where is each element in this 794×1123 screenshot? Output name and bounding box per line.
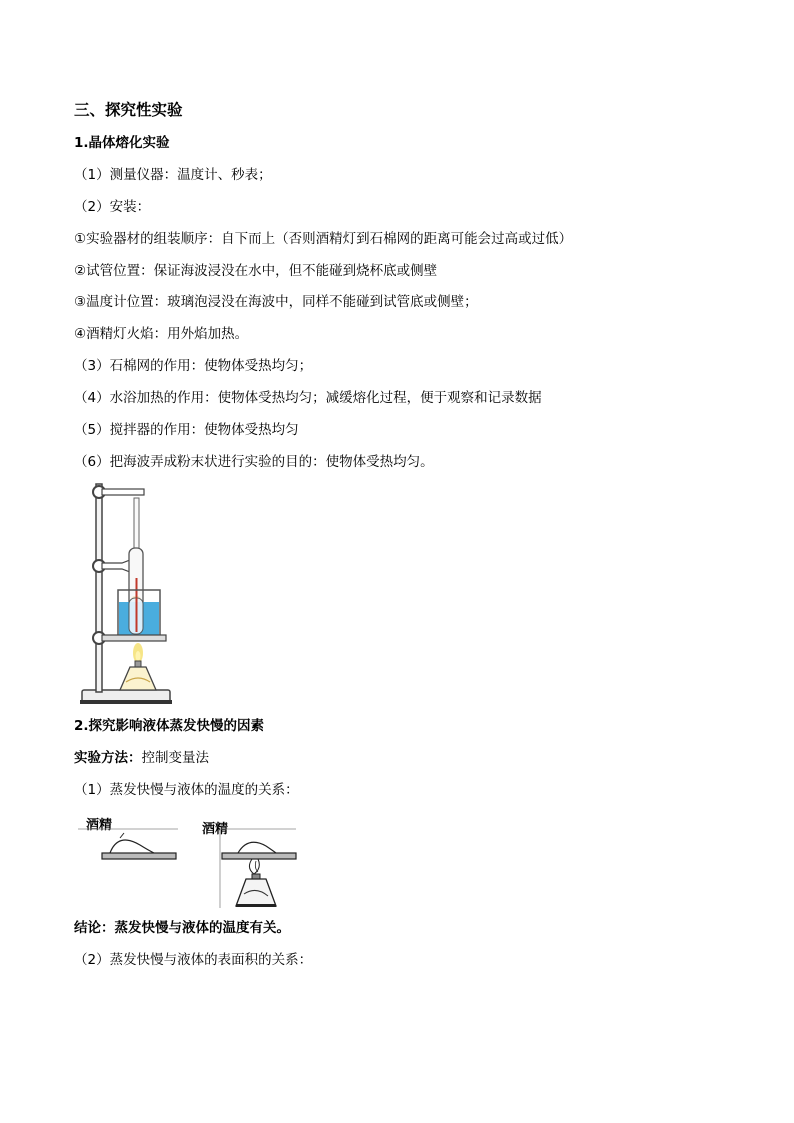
- exp2-conclusion: 结论：蒸发快慢与液体的温度有关。: [74, 920, 290, 936]
- exp2-method: [74, 749, 209, 767]
- exp1-line-6: ④酒精灯火焰：用外焰加热。: [74, 326, 249, 342]
- exp1-line-1: （1）测量仪器：温度计、秒表；: [74, 167, 272, 183]
- plate: [102, 853, 176, 859]
- exp2-item-2: （2）蒸发快慢与液体的表面积的关系：: [74, 952, 313, 968]
- asbestos-gauze: [102, 635, 166, 641]
- exp1-line-8: （4）水浴加热的作用：使物体受热均匀；减缓熔化过程，便于观察和记录数据: [74, 390, 542, 406]
- exp1-line-10: （6）把海波弄成粉末状进行实验的目的：使物体受热均匀。: [74, 454, 434, 470]
- exp1-line-9: （5）搅拌器的作用：使物体受热均匀: [74, 422, 299, 438]
- melting-apparatus-figure: [80, 478, 172, 706]
- evaporation-figure-heated: [196, 828, 300, 910]
- method-value: 控制变量法: [141, 750, 209, 766]
- exp1-line-2: （2）安装：: [74, 199, 151, 215]
- stand-rod: [96, 484, 102, 692]
- exp1-line-4: ②试管位置：保证海波浸没在水中，但不能碰到烧杯底或侧壁: [74, 263, 438, 279]
- exp2-item-1: （1）蒸发快慢与液体的温度的关系：: [74, 782, 299, 798]
- figure-label-1: 酒精: [86, 818, 113, 833]
- heating-lamp: [236, 879, 276, 906]
- exp1-line-7: （3）石棉网的作用：使物体受热均匀；: [74, 358, 313, 374]
- exp1-title: 1.晶体熔化实验: [74, 135, 170, 151]
- section-title: 三、探究性实验: [74, 101, 183, 119]
- heated-plate: [222, 853, 296, 859]
- exp2-title: 2.探究影响液体蒸发快慢的因素: [74, 718, 265, 734]
- exp1-line-3: ①实验器材的组装顺序：自下而上（否则酒精灯到石棉网的距离可能会过高或过低）: [74, 231, 573, 247]
- method-label: 实验方法：: [74, 750, 142, 766]
- figure-label-2: 酒精: [202, 822, 229, 837]
- evaporation-figure-unheated: [78, 828, 182, 870]
- exp1-line-5: ③温度计位置：玻璃泡浸没在海波中，同样不能碰到试管底或侧壁；: [74, 294, 478, 310]
